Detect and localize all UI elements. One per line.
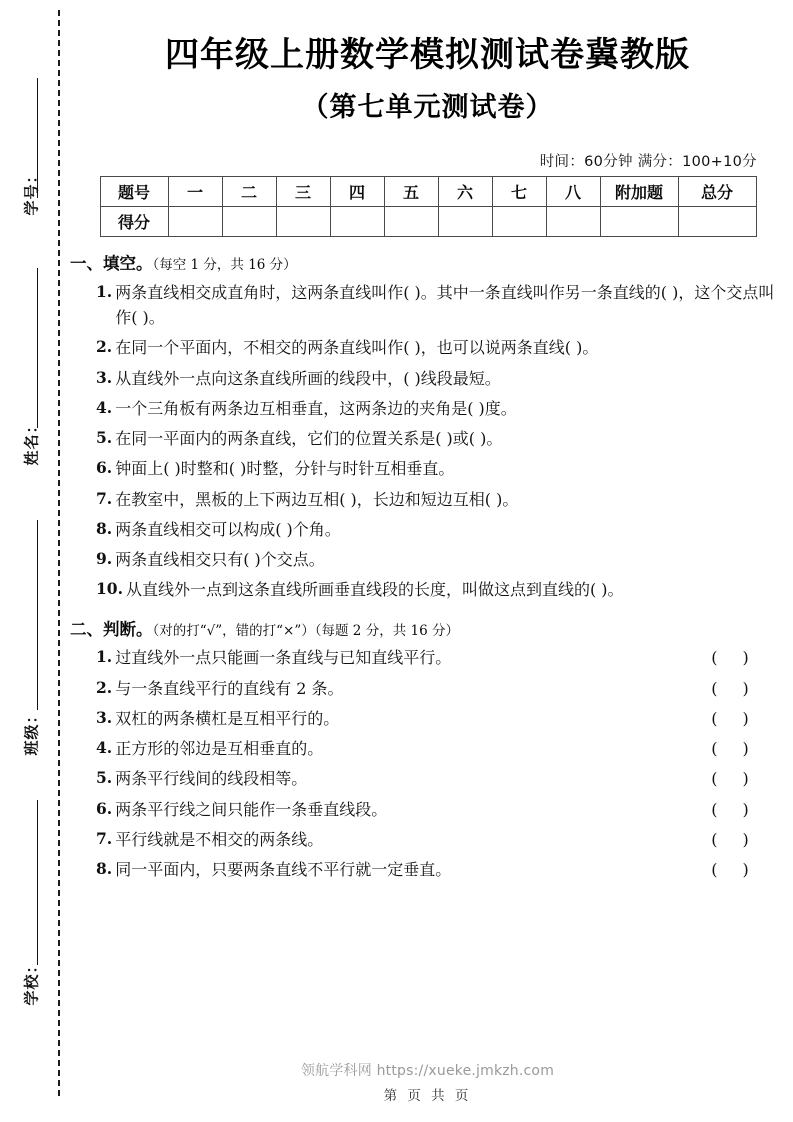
question-text: 与一条直线平行的直线有 2 条。 [115, 678, 344, 698]
question-item [70, 736, 793, 761]
question-text: 平行线就是不相交的两条线。 [115, 829, 324, 849]
section-0 [62, 253, 793, 602]
question-text: 正方形的邻边是互相垂直的。 [115, 739, 324, 759]
question-text: 两条平行线间的线段相等。 [115, 769, 308, 789]
question-number: 3. [96, 367, 113, 387]
question-item [70, 487, 793, 512]
question-text: 从直线外一点向这条直线所画的线段中，( )线段最短。 [115, 368, 501, 388]
question-item [70, 797, 793, 822]
score-cell-9[interactable] [678, 207, 756, 237]
question-number: 7. [96, 488, 113, 508]
score-table-col-9: 总分 [678, 177, 756, 207]
question-item [70, 517, 793, 542]
answer-bracket[interactable]: ( ) [711, 648, 759, 668]
question-sections [62, 253, 793, 882]
question-number: 8. [96, 518, 113, 538]
score-table-col-1: 二 [222, 177, 276, 207]
section-1 [62, 619, 793, 883]
answer-bracket[interactable]: ( ) [711, 799, 759, 819]
question-number: 5. [96, 428, 113, 448]
question-number: 8. [96, 859, 113, 879]
score-cell-5[interactable] [438, 207, 492, 237]
score-cell-2[interactable] [276, 207, 330, 237]
page-number: 第 页 共 页 [383, 1088, 472, 1104]
question-text: 钟面上( )时整和( )时整，分针与时针互相垂直。 [115, 459, 455, 479]
question-number: 6. [96, 798, 113, 818]
question-item [70, 857, 793, 882]
page-title: 四年级上册数学模拟测试卷冀教版 [165, 35, 690, 75]
question-item [70, 426, 793, 451]
section-name-0: 填空。 [103, 254, 153, 274]
page-body [62, 0, 793, 1122]
answer-bracket[interactable]: ( ) [711, 678, 759, 698]
question-item [70, 827, 793, 852]
question-item [70, 577, 793, 602]
sidebar-label-1: 姓名： [22, 417, 41, 466]
exam-meta: 时间：60分钟 满分：100+10分 [539, 154, 757, 171]
question-number: 9. [96, 549, 113, 569]
score-table-header-row [100, 177, 756, 207]
score-table-col-7: 八 [546, 177, 600, 207]
question-text: 在教室中，黑板的上下两边互相( )，长边和短边互相( )。 [115, 489, 519, 509]
score-table-row-label-score: 得分 [100, 207, 168, 237]
question-number: 2. [96, 677, 113, 697]
question-item [70, 280, 793, 331]
score-table-col-3: 四 [330, 177, 384, 207]
score-table-col-5: 六 [438, 177, 492, 207]
question-number: 4. [96, 397, 113, 417]
page-footer [62, 1060, 793, 1104]
dashed-fold-line [58, 10, 60, 1096]
question-item [70, 706, 793, 731]
score-cell-3[interactable] [330, 207, 384, 237]
question-text: 两条直线相交成直角时，这两条直线叫作( )。其中一条直线叫作另一条直线的( )，这个交点叫作( )。 [115, 282, 775, 328]
question-list-1 [70, 645, 793, 882]
question-item [70, 766, 793, 791]
score-cell-8[interactable] [600, 207, 678, 237]
binding-strip [0, 0, 62, 1122]
question-number: 10. [96, 579, 123, 599]
question-number: 1. [96, 281, 113, 301]
question-number: 5. [96, 768, 113, 788]
question-text: 过直线外一点只能画一条直线与已知直线平行。 [115, 648, 452, 668]
score-table-wrapper [100, 176, 756, 237]
answer-bracket[interactable]: ( ) [711, 769, 759, 789]
question-number: 1. [96, 647, 113, 667]
sidebar-label-2: 班级： [22, 707, 41, 756]
question-item [70, 396, 793, 421]
question-text: 一个三角板有两条边互相垂直，这两条边的夹角是( )度。 [115, 398, 517, 418]
score-cell-0[interactable] [168, 207, 222, 237]
question-text: 从直线外一点到这条直线所画垂直线段的长度，叫做这点到直线的( )。 [125, 580, 624, 600]
question-item [70, 676, 793, 701]
score-table-col-6: 七 [492, 177, 546, 207]
section-note-1: （对的打“√”，错的打“×”）（每题 2 分，共 16 分） [152, 622, 459, 639]
section-note-0: （每空 1 分，共 16 分） [152, 257, 297, 274]
section-heading-0 [70, 253, 793, 275]
question-number: 3. [96, 707, 113, 727]
section-name-1: 判断。 [103, 619, 153, 639]
question-text: 两条直线相交可以构成( )个角。 [115, 519, 341, 539]
question-text: 同一平面内，只要两条直线不平行就一定垂直。 [115, 860, 452, 880]
question-number: 4. [96, 738, 113, 758]
sidebar-label-0: 学号： [22, 167, 41, 216]
score-cell-6[interactable] [492, 207, 546, 237]
sidebar-label-3: 学校： [22, 957, 41, 1006]
question-number: 7. [96, 828, 113, 848]
section-heading-1 [70, 619, 793, 641]
score-table-row-label: 题号 [100, 177, 168, 207]
answer-bracket[interactable]: ( ) [711, 708, 759, 728]
score-cell-4[interactable] [384, 207, 438, 237]
watermark-text: 领航学科网 https://xueke.jmkzh.com [300, 1063, 555, 1079]
score-table-col-4: 五 [384, 177, 438, 207]
question-item [70, 456, 793, 481]
section-number-0: 一、 [70, 254, 103, 274]
section-number-1: 二、 [70, 619, 103, 639]
question-item [70, 366, 793, 391]
question-text: 在同一个平面内，不相交的两条直线叫作( )，也可以说两条直线( )。 [115, 338, 599, 358]
question-item [70, 547, 793, 572]
answer-bracket[interactable]: ( ) [711, 739, 759, 759]
answer-bracket[interactable]: ( ) [711, 860, 759, 880]
question-item [70, 335, 793, 360]
question-text: 两条平行线之间只能作一条垂直线段。 [115, 799, 388, 819]
question-number: 6. [96, 458, 113, 478]
answer-bracket[interactable]: ( ) [711, 829, 759, 849]
question-item [70, 645, 793, 670]
score-cell-1[interactable] [222, 207, 276, 237]
sidebar-rule-3 [37, 800, 38, 965]
question-text: 两条直线相交只有( )个交点。 [115, 550, 325, 570]
score-table-col-0: 一 [168, 177, 222, 207]
score-table-col-8: 附加题 [600, 177, 678, 207]
score-table [100, 176, 757, 237]
question-list-0 [70, 280, 793, 603]
question-text: 双杠的两条横杠是互相平行的。 [115, 708, 340, 728]
question-number: 2. [96, 337, 113, 357]
score-table-score-row [100, 207, 756, 237]
sidebar-rule-1 [37, 268, 38, 428]
sidebar-rule-2 [37, 520, 38, 710]
score-table-col-2: 三 [276, 177, 330, 207]
page-subtitle: （第七单元测试卷） [301, 91, 554, 123]
question-text: 在同一平面内的两条直线，它们的位置关系是( )或( )。 [115, 429, 503, 449]
score-cell-7[interactable] [546, 207, 600, 237]
